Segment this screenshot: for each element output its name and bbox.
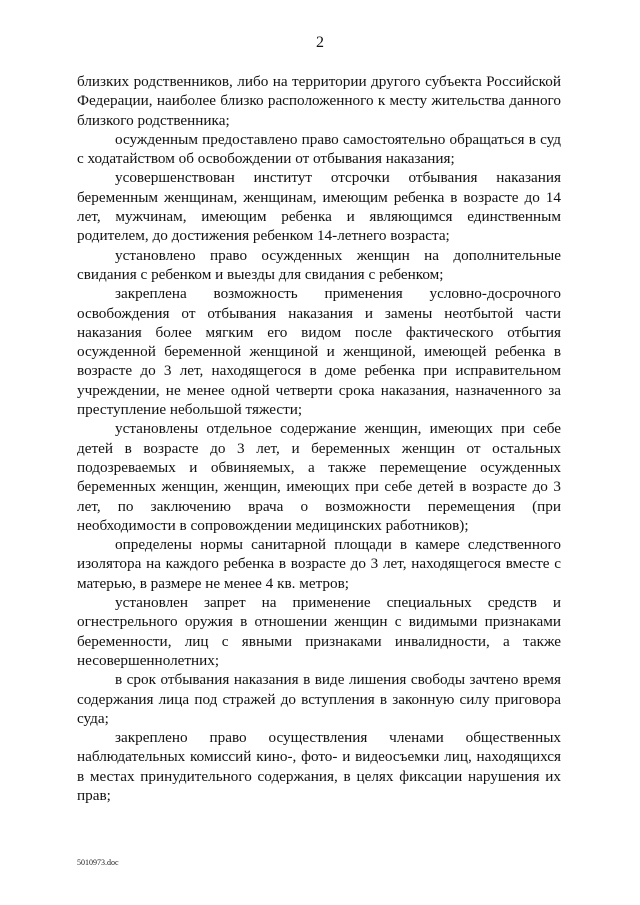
paragraph: установлено право осужденных женщин на дополнительные свидания с ребенком и выезды для свидания с ребенком; <box>77 246 561 283</box>
paragraph: осужденным предоставлено право самостоятельно обращаться в суд с ходатайством об освобождении от отбывания наказания; <box>77 130 561 168</box>
paragraph: закреплена возможность применения условно-досрочного освобождения от отбывания наказания и замены неотбытой части наказания более мягким его видом после фактического отбытия осужденной беременной женщиной и женщиной, имеющей ребенка в возрасте до 3 лет, находящегося в доме ребенка при исправительном учреждении, не менее одной четверти срока наказания, назначенного за преступление небольшой тяжести; <box>77 285 561 419</box>
file-name-footer: 5010973.doc <box>77 858 119 867</box>
paragraph: близких родственников, либо на территории другого субъекта Российской Федерации, наиболее близко расположенного к месту жительства данного близкого родственника; <box>77 73 561 129</box>
page-number: 2 <box>316 34 324 51</box>
paragraph: установлен запрет на применение специальных средств и огнестрельного оружия в отношении женщин с видимыми признаками беременности, лиц с явными признаками инвалидности, а также несовершеннолетних; <box>77 594 561 669</box>
paragraph: определены нормы санитарной площади в камере следственного изолятора на каждого ребенка в возрасте до 3 лет, находящегося вместе с матерью, в размере не менее 4 кв. метров; <box>77 536 561 592</box>
paragraph: в срок отбывания наказания в виде лишения свободы зачтено время содержания лица под стражей до вступления в законную силу приговора суда; <box>77 671 561 727</box>
document-body <box>77 72 561 805</box>
paragraph: установлены отдельное содержание женщин, имеющих при себе детей в возрасте до 3 лет, и беременных женщин от остальных подозреваемых и обвиняемых, а также перемещение осужденных беременных женщин, женщин, имеющих при себе детей в возрасте до 3 лет, по заключению врача о возможности перемещения (при необходимости в сопровождении медицинских работников); <box>77 420 561 534</box>
paragraph: закреплено право осуществления членами общественных наблюдательных комиссий кино-, фото- и видеосъемки лиц, находящихся в местах принудительного содержания, в целях фиксации нарушения их прав; <box>77 729 561 804</box>
paragraph: усовершенствован институт отсрочки отбывания наказания беременным женщинам, женщинам, имеющим ребенка в возрасте до 14 лет, мужчинам, имеющим ребенка и являющимся единственным родителем, до достижения ребенком 14-летнего возраста; <box>77 169 561 245</box>
